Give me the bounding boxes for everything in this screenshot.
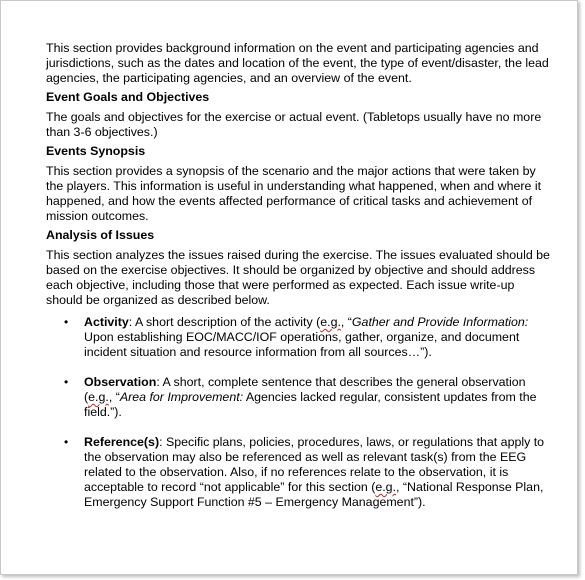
activity-lead: : A short description of the activity ( — [128, 315, 321, 329]
activity-term: Activity — [84, 315, 129, 329]
references-lead: : Specific plans, policies, procedures, laws, or regulations that apply to the observation may also be referenced as well as relevant task(s) from the EEG related to the observation. Also, if no references relate to the observation, it is acceptable to record “not applicable” for this section ( — [84, 435, 545, 494]
bullet-references — [46, 435, 551, 510]
bullet-icon: • — [64, 435, 69, 449]
bullet-icon: • — [64, 315, 69, 329]
bullet-observation — [46, 375, 551, 420]
observation-mid: , “ — [108, 390, 120, 404]
issue-bullet-list — [46, 315, 551, 510]
activity-mid: , “ — [340, 315, 352, 329]
references-rest: , “National Response Plan, Emergency Support Function #5 – Emergency Management”). — [84, 480, 544, 509]
activity-eg: e.g. — [320, 315, 341, 329]
synopsis-paragraph: This section provides a synopsis of the scenario and the major actions that were taken by the players. This information is useful in understanding what happened, when and where it happened, and how the events affected performance of critical tasks and achievement of mission outcomes. — [46, 164, 542, 223]
analysis-paragraph: This section analyzes the issues raised during the exercise. The issues evaluated should be based on the exercise objectives. It should be organized by objective and should address each objective, including those that were performed as expected. Each issue write-up should be organized as described below. — [46, 248, 550, 307]
bullet-activity — [46, 315, 551, 360]
intro-paragraph: This section provides background information on the event and participating agencies and jurisdictions, such as the dates and location of the event, the type of event/disaster, the lead agencies, the participating agencies, and an overview of the event. — [46, 41, 549, 85]
activity-italic: Gather and Provide Information: — [351, 315, 529, 329]
observation-italic: Area for Improvement: — [119, 390, 244, 404]
activity-rest: Upon establishing EOC/MACC/IOF operations, gather, organize, and document incident situation and resource information from all sources…”). — [84, 330, 520, 359]
synopsis-heading: Events Synopsis — [46, 144, 146, 158]
observation-eg: e.g. — [88, 390, 109, 404]
references-eg: e.g. — [375, 480, 397, 494]
references-term: Reference(s) — [84, 435, 160, 449]
analysis-heading: Analysis of Issues — [46, 228, 155, 242]
observation-rest: Agencies lacked regular, consistent updates from the field.”). — [84, 390, 537, 419]
bullet-icon: • — [64, 375, 69, 389]
observation-term: Observation — [84, 375, 157, 389]
goals-heading: Event Goals and Objectives — [46, 90, 210, 104]
goals-paragraph: The goals and objectives for the exercise or actual event. (Tabletops usually have no more than 3-6 objectives.) — [46, 110, 542, 139]
observation-lead: : A short, complete sentence that describes the general observation ( — [84, 375, 526, 404]
document-body — [46, 41, 551, 525]
